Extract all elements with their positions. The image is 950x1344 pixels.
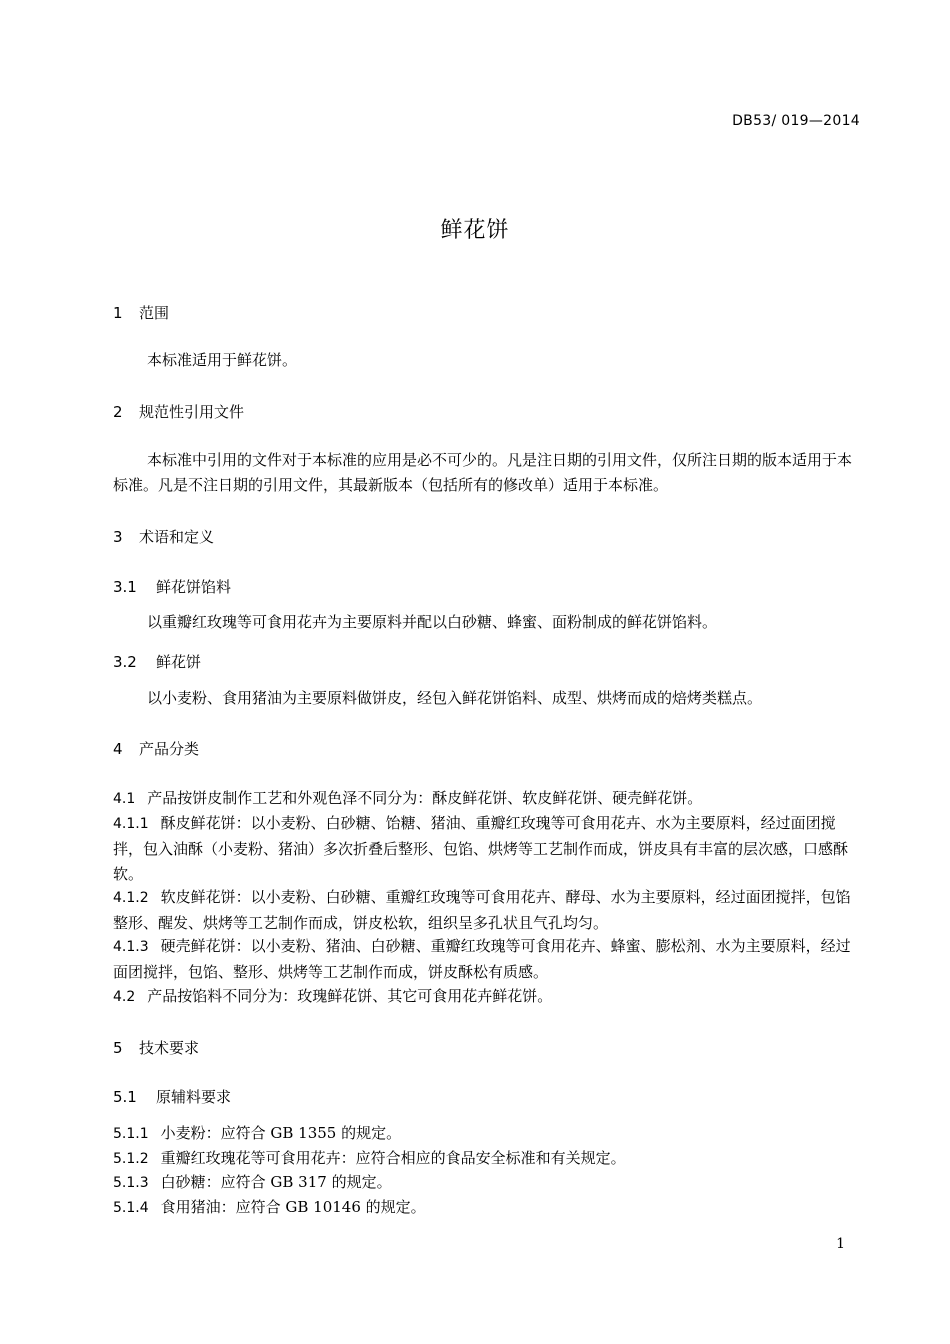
clause-text: 重瓣红玫瑰花等可食用花卉：应符合相应的食品安全标准和有关规定。 <box>160 1149 626 1167</box>
subsection-3-1-text: 以重瓣红玫瑰等可食用花卉为主要原料并配以白砂糖、蜂蜜、面粉制成的鲜花饼馅料。 <box>147 613 718 631</box>
clause-text: 产品按馅料不同分为：玫瑰鲜花饼、其它可食用花卉鲜花饼。 <box>147 987 553 1005</box>
section-2-text: 本标准中引用的文件对于本标准的应用是必不可少的。凡是注日期的引用文件，仅所注日期的版本适用于本标准。凡是不注日期的引用文件，其最新版本（包括所有的修改单）适用于本标准。 <box>113 451 853 494</box>
subsection-3-2-heading <box>113 651 201 672</box>
clause-number: 4.1 <box>113 791 136 807</box>
clause-text: 酥皮鲜花饼：以小麦粉、白砂糖、饴糖、猪油、重瓣红玫瑰等可食用花卉、水为主要原料，经过面团搅拌，包入油酥（小麦粉、猪油）多次折叠后整形、包馅、烘烤等工艺制作而成，饼皮具有丰富的层次感，口感酥软。 <box>113 814 849 883</box>
clause-4-1-1 <box>113 811 863 887</box>
clause-4-1-2 <box>113 885 863 936</box>
section-title: 术语和定义 <box>139 528 215 546</box>
subsection-3-2-text: 以小麦粉、食用猪油为主要原料做饼皮，经包入鲜花饼馅料、成型、烘烤而成的焙烤类糕点。 <box>147 689 763 707</box>
page-number: 1 <box>836 1236 845 1252</box>
subsection-number: 3.1 <box>113 578 137 596</box>
clause-number: 4.1.3 <box>113 939 149 955</box>
section-1-heading <box>113 302 169 323</box>
page-title: 鲜花饼 <box>440 218 510 243</box>
clause-4-1 <box>113 786 863 812</box>
clause-number: 5.1.1 <box>113 1126 149 1142</box>
section-number: 5 <box>113 1039 123 1057</box>
clause-5-1-1 <box>113 1121 863 1147</box>
section-title: 规范性引用文件 <box>139 403 245 421</box>
clause-number: 4.2 <box>113 989 136 1005</box>
section-1-text: 本标准适用于鲜花饼。 <box>147 351 298 369</box>
section-number: 3 <box>113 528 123 546</box>
subsection-number: 3.2 <box>113 653 137 671</box>
section-title: 技术要求 <box>139 1039 200 1057</box>
clause-text: 产品按饼皮制作工艺和外观色泽不同分为：酥皮鲜花饼、软皮鲜花饼、硬壳鲜花饼。 <box>147 789 703 807</box>
clause-text: 食用猪油：应符合 GB 10146 的规定。 <box>160 1198 426 1216</box>
section-4-heading <box>113 738 199 759</box>
clause-text: 白砂糖：应符合 GB 317 的规定。 <box>160 1173 392 1191</box>
clause-number: 4.1.2 <box>113 890 149 906</box>
section-number: 1 <box>113 304 123 322</box>
subsection-title: 鲜花饼馅料 <box>156 578 232 596</box>
subsection-title: 鲜花饼 <box>156 653 202 671</box>
document-id: DB53/ 019—2014 <box>732 113 860 129</box>
clause-text: 软皮鲜花饼：以小麦粉、白砂糖、重瓣红玫瑰等可食用花卉、酵母、水为主要原料，经过面团搅拌，包馅整形、醒发、烘烤等工艺制作而成，饼皮松软，组织呈多孔状且气孔均匀。 <box>113 888 851 932</box>
section-number: 4 <box>113 740 123 758</box>
clause-number: 5.1.4 <box>113 1200 149 1216</box>
clause-number: 4.1.1 <box>113 816 149 832</box>
clause-number: 5.1.2 <box>113 1151 149 1167</box>
section-3-heading <box>113 526 214 547</box>
section-2-heading <box>113 401 244 422</box>
clause-number: 5.1.3 <box>113 1175 149 1191</box>
section-title: 范围 <box>139 304 170 322</box>
subsection-5-1-heading <box>113 1086 231 1107</box>
clause-5-1-2 <box>113 1146 863 1172</box>
subsection-number: 5.1 <box>113 1088 137 1106</box>
clause-4-2 <box>113 984 863 1010</box>
subsection-title: 原辅料要求 <box>156 1088 232 1106</box>
clause-5-1-4 <box>113 1195 863 1221</box>
subsection-3-1-heading <box>113 576 231 597</box>
clause-5-1-3 <box>113 1170 863 1196</box>
section-title: 产品分类 <box>139 740 200 758</box>
section-number: 2 <box>113 403 123 421</box>
clause-text: 小麦粉：应符合 GB 1355 的规定。 <box>160 1124 402 1142</box>
clause-4-1-3 <box>113 934 863 985</box>
clause-text: 硬壳鲜花饼：以小麦粉、猪油、白砂糖、重瓣红玫瑰等可食用花卉、蜂蜜、膨松剂、水为主要原料，经过面团搅拌，包馅、整形、烘烤等工艺制作而成，饼皮酥松有质感。 <box>113 937 851 981</box>
section-5-heading <box>113 1037 199 1058</box>
